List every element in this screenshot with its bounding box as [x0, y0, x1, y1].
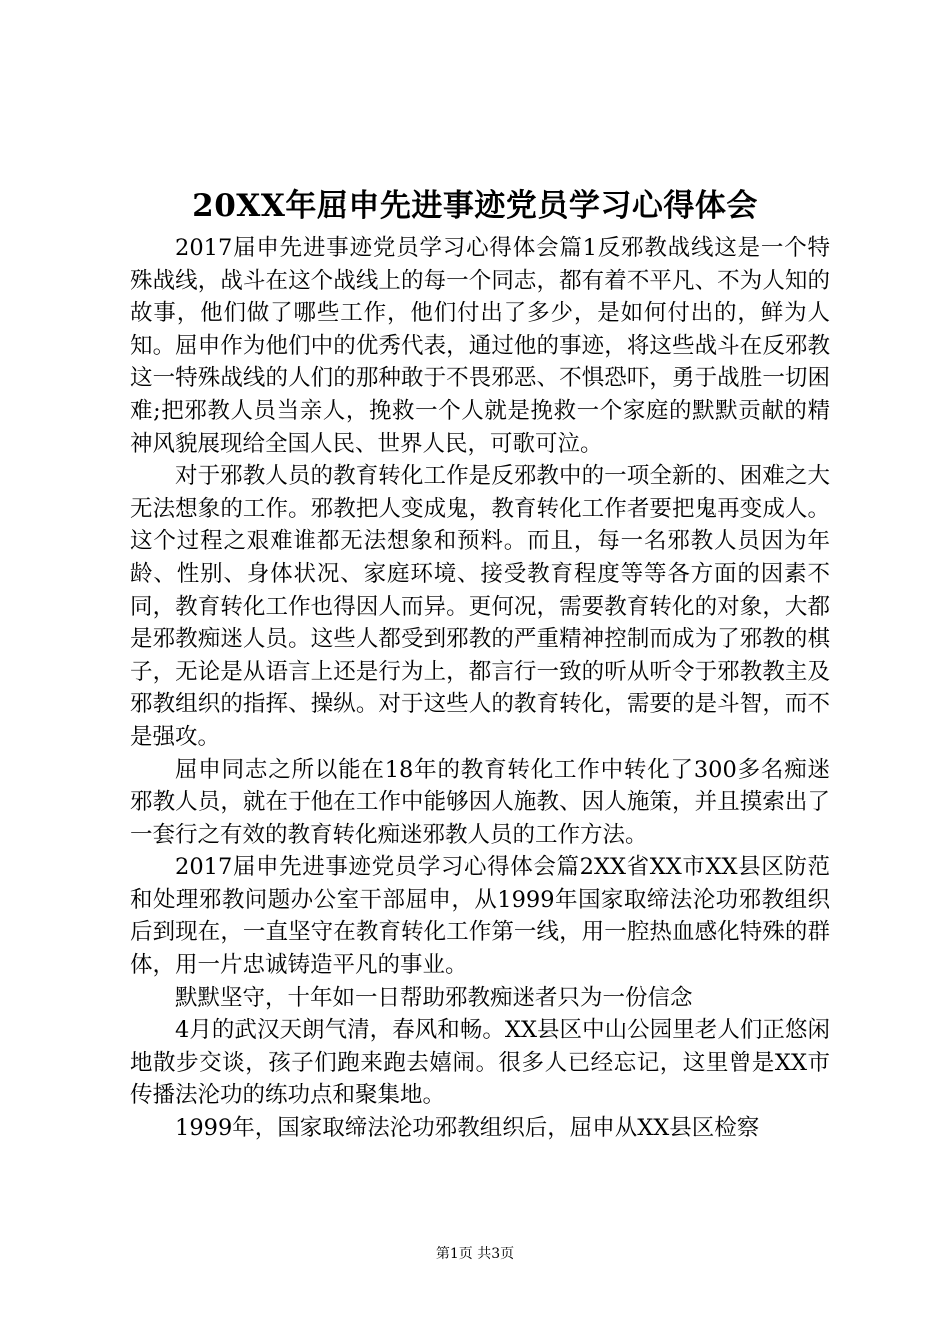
paragraph-6: 4月的武汉天朗气清，春风和畅。XX县区中山公园里老人们正悠闲地散步交谈，孩子们跑来跑去嬉闹。很多人已经忘记，这里曾是XX市传播法沦功的练功点和聚集地。: [130, 1017, 830, 1109]
document-body: [130, 232, 830, 1145]
paragraph-7: 1999年，国家取缔法沦功邪教组织后，屈申从XX县区检察: [175, 1115, 760, 1142]
paragraph-3: 屈申同志之所以能在18年的教育转化工作中转化了300多名痴迷邪教人员，就在于他在工作中能够因人施教、因人施策，并且摸索出了一套行之有效的教育转化痴迷邪教人员的工作方法。: [130, 756, 830, 848]
document-title: 20XX年屈申先进事迹党员学习心得体会: [192, 188, 758, 224]
paragraph-2: 对于邪教人员的教育转化工作是反邪教中的一项全新的、困难之大无法想象的工作。邪教把人变成鬼，教育转化工作者要把鬼再变成人。这个过程之艰难谁都无法想象和预料。而且，每一名邪教人员因为年龄、性别、身体状况、家庭环境、接受教育程度等等各方面的因素不同，教育转化工作也得因人而异。更何况，需要教育转化的对象，大都是邪教痴迷人员。这些人都受到邪教的严重精神控制而成为了邪教的棋子，无论是从语言上还是行为上，都言行一致的听从听令于邪教教主及邪教组织的指挥、操纵。对于这些人的教育转化，需要的是斗智，而不是强攻。: [130, 463, 830, 750]
paragraph-5: 默默坚守，十年如一日帮助邪教痴迷者只为一份信念: [175, 984, 693, 1011]
page-footer: 第1页 共3页: [435, 1246, 515, 1262]
paragraph-4: 2017届申先进事迹党员学习心得体会篇2XX省XX市XX县区防范和处理邪教问题办公室干部屈申，从1999年国家取缔法沦功邪教组织后到现在，一直坚守在教育转化工作第一线，用一腔热血感化特殊的群体，用一片忠诚铸造平凡的事业。: [130, 854, 830, 979]
paragraph-1: 2017届申先进事迹党员学习心得体会篇1反邪教战线这是一个特殊战线，战斗在这个战线上的每一个同志，都有着不平凡、不为人知的故事，他们做了哪些工作，他们付出了多少，是如何付出的，鲜为人知。屈申作为他们中的优秀代表，通过他的事迹，将这些战斗在反邪教这一特殊战线的人们的那种敢于不畏邪恶、不惧恐吓，勇于战胜一切困难;把邪教人员当亲人，挽救一个人就是挽救一个家庭的默默贡献的精神风貌展现给全国人民、世界人民，可歌可泣。: [130, 235, 830, 457]
